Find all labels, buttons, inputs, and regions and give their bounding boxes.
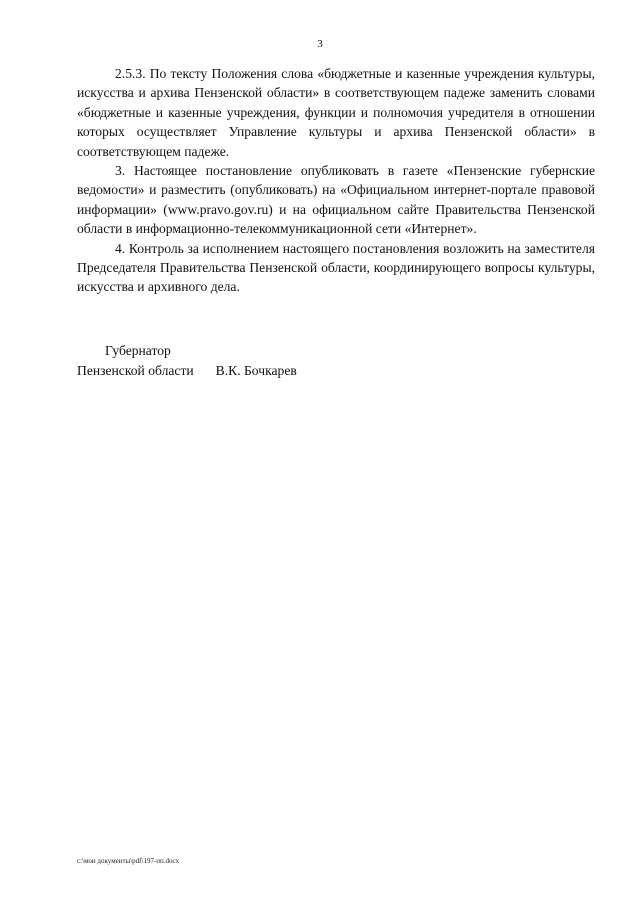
signature-region-line [77, 361, 477, 381]
signature-name: В.К. Бочкарев [215, 363, 297, 378]
paragraph-3-publication: 3. Настоящее постановление опубликовать в газете «Пензенские губернские ведомости» и разместить (опубликовать) на «Официальном интернет-портале правовой информации» (www.pravo.gov.ru) и на официальном сайте Правительства Пензенской области в информационно-телекоммуникационной сети «Интернет». [77, 163, 595, 237]
document-body [77, 64, 595, 297]
footer-file-path: c:\мои документы\pdf\197-пп.docx [77, 857, 180, 865]
paragraph-4-control: 4. Контроль за исполнением настоящего постановления возложить на заместителя Председателя Правительства Пензенской области, координирующего вопросы культуры, искусства и архивного дела. [77, 240, 595, 295]
signature-region: Пензенской области [77, 363, 194, 378]
page-number: 3 [317, 38, 323, 50]
signature-position-title: Губернатор [105, 343, 171, 358]
paragraph-2-5-3: 2.5.3. По тексту Положения слова «бюджетные и казенные учреждения культуры, искусства и архива Пензенской области» в соответствующем падеже заменить словами «бюджетные и казенные учреждения, функции и полномочия учредителя в отношении которых осуществляет Управление культуры и архива Пензенской области» в соответствующем падеже. [77, 66, 595, 159]
signature-block [77, 341, 477, 381]
